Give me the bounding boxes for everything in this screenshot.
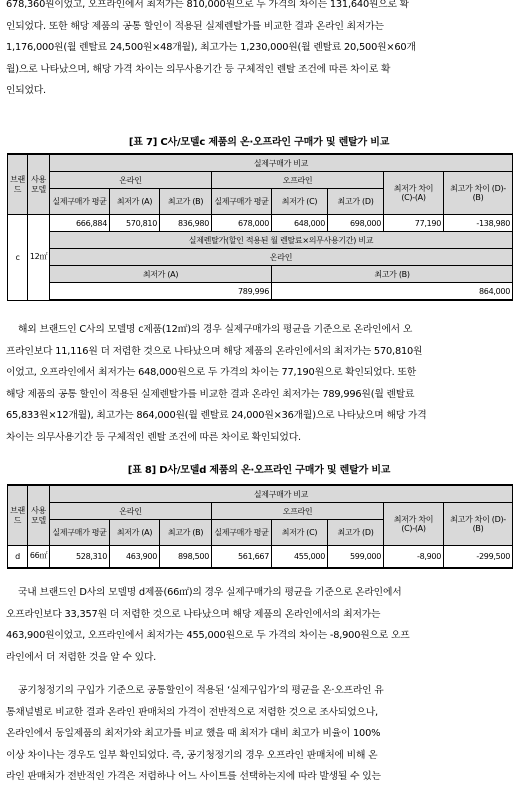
header-price-compare: 실제구매가 비교	[50, 485, 513, 503]
header-offline: 오프라인	[212, 172, 384, 189]
header-model: 사용모델	[28, 485, 50, 546]
header-online-min: 최저가 (A)	[110, 520, 160, 546]
value-cell: 528,310	[50, 546, 110, 568]
header-brand: 브랜드	[8, 154, 28, 215]
text-line: 678,360원이었고, 오프라인에서 최저가는 810,000원으로 두 가격의 차이는 131,640원으로 확	[6, 0, 409, 10]
header-offline-min: 최저가 (C)	[272, 189, 328, 215]
value-cell: 836,980	[160, 215, 212, 232]
value-cell: 698,000	[328, 215, 384, 232]
value-cell: 561,667	[212, 546, 272, 568]
header-online-max: 최고가 (B)	[160, 520, 212, 546]
header-model: 사용모델	[28, 154, 50, 215]
value-cell: -138,980	[444, 215, 513, 232]
text-line: 해외 브랜드인 C사의 모델명 c제품(12㎡)의 경우 실제구매가의 평균을 기준으로 온라인에서 오	[18, 324, 413, 335]
text-line: 인되었다. 또한 해당 제품의 공통 할인이 적용된 실제렌탈가를 비교한 결과 온라인 최저가는	[6, 20, 384, 32]
text-line: 통채널별로 비교한 결과 온라인 판매처의 가격이 전반적으로 저렴한 것으로 조사되었으나,	[6, 706, 378, 718]
table-8	[7, 484, 513, 569]
header-price-compare: 실제구매가 비교	[50, 154, 513, 172]
text-line: 인되었다.	[6, 85, 46, 96]
paragraph-1	[6, 0, 512, 102]
value-cell: 864,000	[272, 283, 513, 301]
paragraph-3	[6, 582, 512, 668]
value-cell: 463,900	[110, 546, 160, 568]
header-offline-avg: 실제구매가 평균	[212, 189, 272, 215]
header-offline-min: 최저가 (C)	[272, 520, 328, 546]
header-offline: 오프라인	[212, 503, 384, 520]
table-row	[8, 546, 513, 568]
text-line: 프라인보다 11,116원 더 저렴한 것으로 나타났으며 해당 제품의 온라인에서의 최저가는 570,810원	[6, 345, 423, 357]
model-cell: 12㎡	[28, 215, 50, 301]
brand-cell: c	[8, 215, 28, 301]
text-line: 국내 브랜드인 D사의 모델명 d제품(66㎡)의 경우 실제구매가의 평균을 기준으로 온라인에서	[18, 587, 402, 598]
header-online: 온라인	[50, 503, 212, 520]
header-online-avg: 실제구매가 평균	[50, 189, 110, 215]
header-diff-min: 최저가 차이 (C)-(A)	[384, 503, 444, 546]
model-cell: 66㎡	[28, 546, 50, 568]
text-line: 이었고, 오프라인에서 최저가는 648,000원으로 두 가격의 차이는 77,190원으로 확인되었다. 또한	[6, 367, 416, 378]
header-offline-avg: 실제구매가 평균	[212, 520, 272, 546]
table-7	[7, 153, 513, 301]
text-line: 65,833원×12개월), 최고가는 864,000원(월 렌탈료 24,000원×36개월)으로 나타났으며 해당 가격	[6, 410, 427, 421]
text-line: 공기청정기의 구입가 기준으로 공통할인이 적용된 ‘실제구입가’의 평균을 온·오프라인 유	[18, 685, 384, 696]
text-line: 온라인에서 동일제품의 최저가와 최고가를 비교 했을 때 최저가 대비 최고가 비율이 100%	[6, 728, 381, 739]
header-diff-max: 최고가 차이 (D)-(B)	[444, 503, 513, 546]
header-online-min: 최저가 (A)	[110, 189, 160, 215]
header-online-max: 최고가 (B)	[160, 189, 212, 215]
header-diff-max: 최고가 차이 (D)-(B)	[444, 172, 513, 215]
value-cell: 789,996	[50, 283, 272, 301]
header-rental-compare: 실제렌탈가(할인 적용된 월 렌탈료×의무사용기간) 비교	[50, 232, 513, 249]
header-brand: 브랜드	[8, 485, 28, 546]
value-cell: 898,500	[160, 546, 212, 568]
header-diff-min: 최저가 차이 (C)-(A)	[384, 172, 444, 215]
value-cell: 77,190	[384, 215, 444, 232]
header-rental-online: 온라인	[50, 249, 513, 266]
table-7-caption: [표 7] C사/모델c 제품의 온·오프라인 구매가 및 렌탈가 비교	[128, 137, 390, 148]
header-rental-min: 최저가 (A)	[50, 266, 272, 283]
value-cell: 666,884	[50, 215, 110, 232]
header-offline-max: 최고가 (D)	[328, 520, 384, 546]
text-line: 월)으로 나타났으며, 해당 가격 차이는 의무사용기간 등 구체적인 렌탈 조건에 따른 차이로 확	[6, 63, 391, 75]
value-cell: 570,810	[110, 215, 160, 232]
paragraph-4	[6, 680, 512, 788]
header-offline-max: 최고가 (D)	[328, 189, 384, 215]
text-line: 라인 판매처가 전반적인 가격은 저렴하나 어느 사이트를 선택하는지에 따라 발생될 수 있는	[6, 771, 381, 782]
header-rental-max: 최고가 (B)	[272, 266, 513, 283]
value-cell: 455,000	[272, 546, 328, 568]
value-cell: 599,000	[328, 546, 384, 568]
text-line: 이상 차이나는 경우도 일부 확인되었다. 즉, 공기청정기의 경우 오프라인 판매처에 비해 온	[6, 749, 378, 761]
text-line: 해당 제품의 공통 할인이 적용된 실제렌탈가를 비교한 결과 온라인 최저가는 789,996원(월 렌탈료	[6, 388, 415, 400]
table-row	[8, 283, 513, 301]
value-cell: -8,900	[384, 546, 444, 568]
value-cell: 648,000	[272, 215, 328, 232]
text-line: 1,176,000원(월 렌탈료 24,500원×48개월), 최고가는 1,230,000원(월 렌탈료 20,500원×60개	[6, 42, 416, 53]
table-8-caption: [표 8] D사/모델d 제품의 온·오프라인 구매가 및 렌탈가 비교	[127, 465, 391, 476]
text-line: 463,900원이었고, 오프라인에서 최저가는 455,000원으로 두 가격의 차이는 -8,900원으로 오프	[6, 630, 410, 641]
brand-cell: d	[8, 546, 28, 568]
value-cell: 678,000	[212, 215, 272, 232]
value-cell: -299,500	[444, 546, 513, 568]
header-online-avg: 실제구매가 평균	[50, 520, 110, 546]
header-online: 온라인	[50, 172, 212, 189]
text-line: 차이는 의무사용기간 등 구체적인 렌탈 조건에 따른 차이로 확인되었다.	[6, 431, 301, 443]
table-row	[8, 215, 513, 232]
paragraph-2	[6, 319, 512, 448]
text-line: 오프라인보다 33,357원 더 저렴한 것으로 나타났으며 해당 제품의 온라인에서의 최저가는	[6, 608, 381, 620]
text-line: 라인에서 더 저렴한 것을 알 수 있다.	[6, 651, 157, 663]
